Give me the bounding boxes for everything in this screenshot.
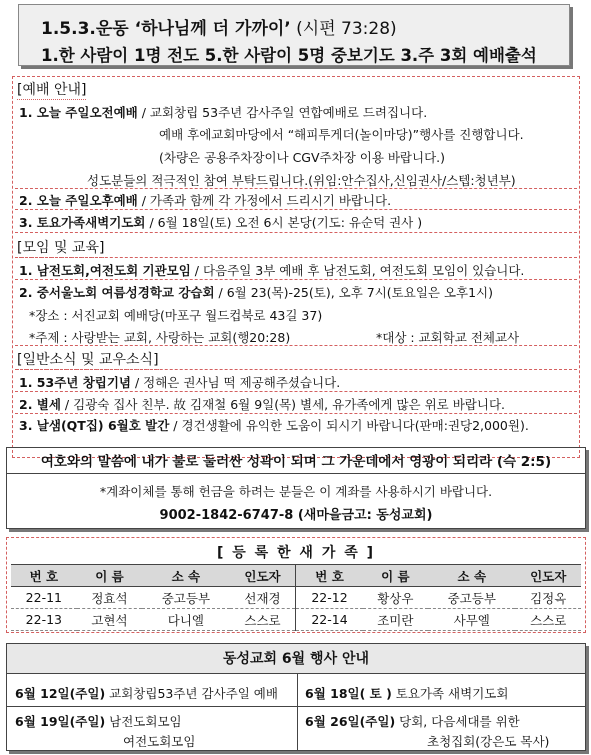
offering-note: *계좌이체를 통해 헌금을 하려는 분들은 이 계좌를 사용하시기 바랍니다. <box>99 484 493 499</box>
header-banner <box>18 4 570 66</box>
meetings-item-1: 1. 남전도회,여전도회 기관모임 / 다음주일 3부 예배 후 남전도회, 여전도회 모임이 있습니다. <box>19 263 525 278</box>
table-cell: 황상우 <box>363 587 429 609</box>
events-section <box>6 643 586 751</box>
verse-text: 여호와의 말씀에 내가 불로 둘러싼 성곽이 되며 그 가운데에서 영광이 되리라 (슥 2:5) <box>7 450 585 474</box>
col-number: 번 호 <box>11 565 77 587</box>
new-family-table <box>11 564 581 631</box>
col-group: 소 속 <box>142 565 229 587</box>
event-4-line2: 초청집회(강은도 목사) <box>427 734 550 749</box>
table-cell: 중고등부 <box>428 587 515 609</box>
table-row <box>11 587 581 609</box>
col-guide: 인도자 <box>230 565 296 587</box>
campaign-title: 1.5.3.운동 ‘하나님께 더 가까이’ (시편 73:28) <box>41 19 397 39</box>
table-cell: 고현석 <box>77 609 143 631</box>
worship-item-1-line3: (차량은 공용주차장이나 CGV주차장 이용 바랍니다.) <box>159 150 446 165</box>
col-name: 이 름 <box>363 565 429 587</box>
event-1: 6월 12일(주일) 교회창립53주년 감사주일 예배 <box>15 686 278 701</box>
worship-heading: [예배 안내] <box>17 79 86 100</box>
worship-item-2: 2. 오늘 주일오후예배 / 가족과 함께 각 가정에서 드리시기 바랍니다. <box>19 193 392 208</box>
col-group: 소 속 <box>428 565 515 587</box>
new-family-section <box>6 537 586 633</box>
table-cell: 선재경 <box>230 587 296 609</box>
table-cell: 정효석 <box>77 587 143 609</box>
meetings-item-2: 2. 중서울노회 여름성경학교 강습회 / 6월 23(목)-25(토), 오후 7시(토요일은 오후1시) <box>19 285 494 300</box>
bank-account: 9002-1842-6747-8 (새마을금고: 동성교회) <box>159 508 433 523</box>
meetings-item-2-place: *장소 : 서진교회 예배당(마포구 월드컵북로 43길 37) <box>29 308 323 323</box>
notice-section <box>12 76 580 458</box>
event-3-line2: 여전도회모임 <box>123 734 196 749</box>
worship-item-1-line2: 예배 후에교회마당에서 “해피투게더(놀이마당)”행사를 진행합니다. <box>159 127 524 142</box>
col-number: 번 호 <box>296 565 363 587</box>
table-cell: 22-13 <box>11 609 77 631</box>
event-3: 6월 19일(주일) 남전도회모임 <box>15 714 182 729</box>
event-2: 6월 18일( 토 ) 토요가족 새벽기도회 <box>305 686 509 701</box>
table-cell: 중고등부 <box>142 587 229 609</box>
worship-item-1-line4: 성도분들의 적극적인 참여 부탁드립니다.(위임:안수집사,신임권사/스텝:청년부) <box>87 173 516 188</box>
table-cell: 22-12 <box>296 587 363 609</box>
news-item-1: 1. 53주년 창립기념 / 정해은 권사님 떡 제공해주셨습니다. <box>19 375 341 390</box>
news-item-3: 3. 날샘(QT집) 6월호 발간 / 경건생활에 유익한 도움이 되시기 바랍니다(판매:권당2,000원). <box>19 418 529 433</box>
table-cell: 사무엘 <box>428 609 515 631</box>
table-cell: 김정옥 <box>515 587 581 609</box>
table-cell: 스스로 <box>230 609 296 631</box>
news-item-2: 2. 별세 / 김광숙 집사 친부. 故 김재철 6월 9일(목) 별세, 유가족에게 많은 위로 바랍니다. <box>19 397 505 412</box>
meetings-heading: [모임 및 교육] <box>17 237 104 258</box>
col-guide: 인도자 <box>515 565 581 587</box>
events-title: 동성교회 6월 행사 안내 <box>7 644 585 674</box>
event-4: 6월 26일(주일) 당회, 다음세대를 위한 <box>305 714 520 729</box>
verse-section <box>6 447 586 529</box>
meetings-item-2-theme: *주제 : 사랑받는 교회, 사랑하는 교회(행20:28) <box>29 330 291 345</box>
new-family-title: [ 등 록 한 새 가 족 ] <box>216 545 376 561</box>
table-cell: 22-11 <box>11 587 77 609</box>
table-cell: 스스로 <box>515 609 581 631</box>
col-name: 이 름 <box>77 565 143 587</box>
worship-item-3: 3. 토요가족새벽기도회 / 6월 18일(토) 오전 6시 본당(기도: 유순덕 권사 ) <box>19 215 423 230</box>
table-cell: 22-14 <box>296 609 363 631</box>
table-cell: 조미란 <box>363 609 429 631</box>
campaign-goals: 1.한 사람이 1명 전도 5.한 사람이 5명 중보기도 3.주 3회 예배출석 <box>41 46 537 65</box>
meetings-item-2-target: *대상 : 교회학교 전체교사 <box>376 330 520 345</box>
news-heading: [일반소식 및 교우소식] <box>17 349 159 370</box>
table-row <box>11 609 581 631</box>
worship-item-1: 1. 오늘 주일오전예배 / 교회창립 53주년 감사주일 연합예배로 드려집니다. <box>19 105 428 120</box>
table-cell: 다니엘 <box>142 609 229 631</box>
